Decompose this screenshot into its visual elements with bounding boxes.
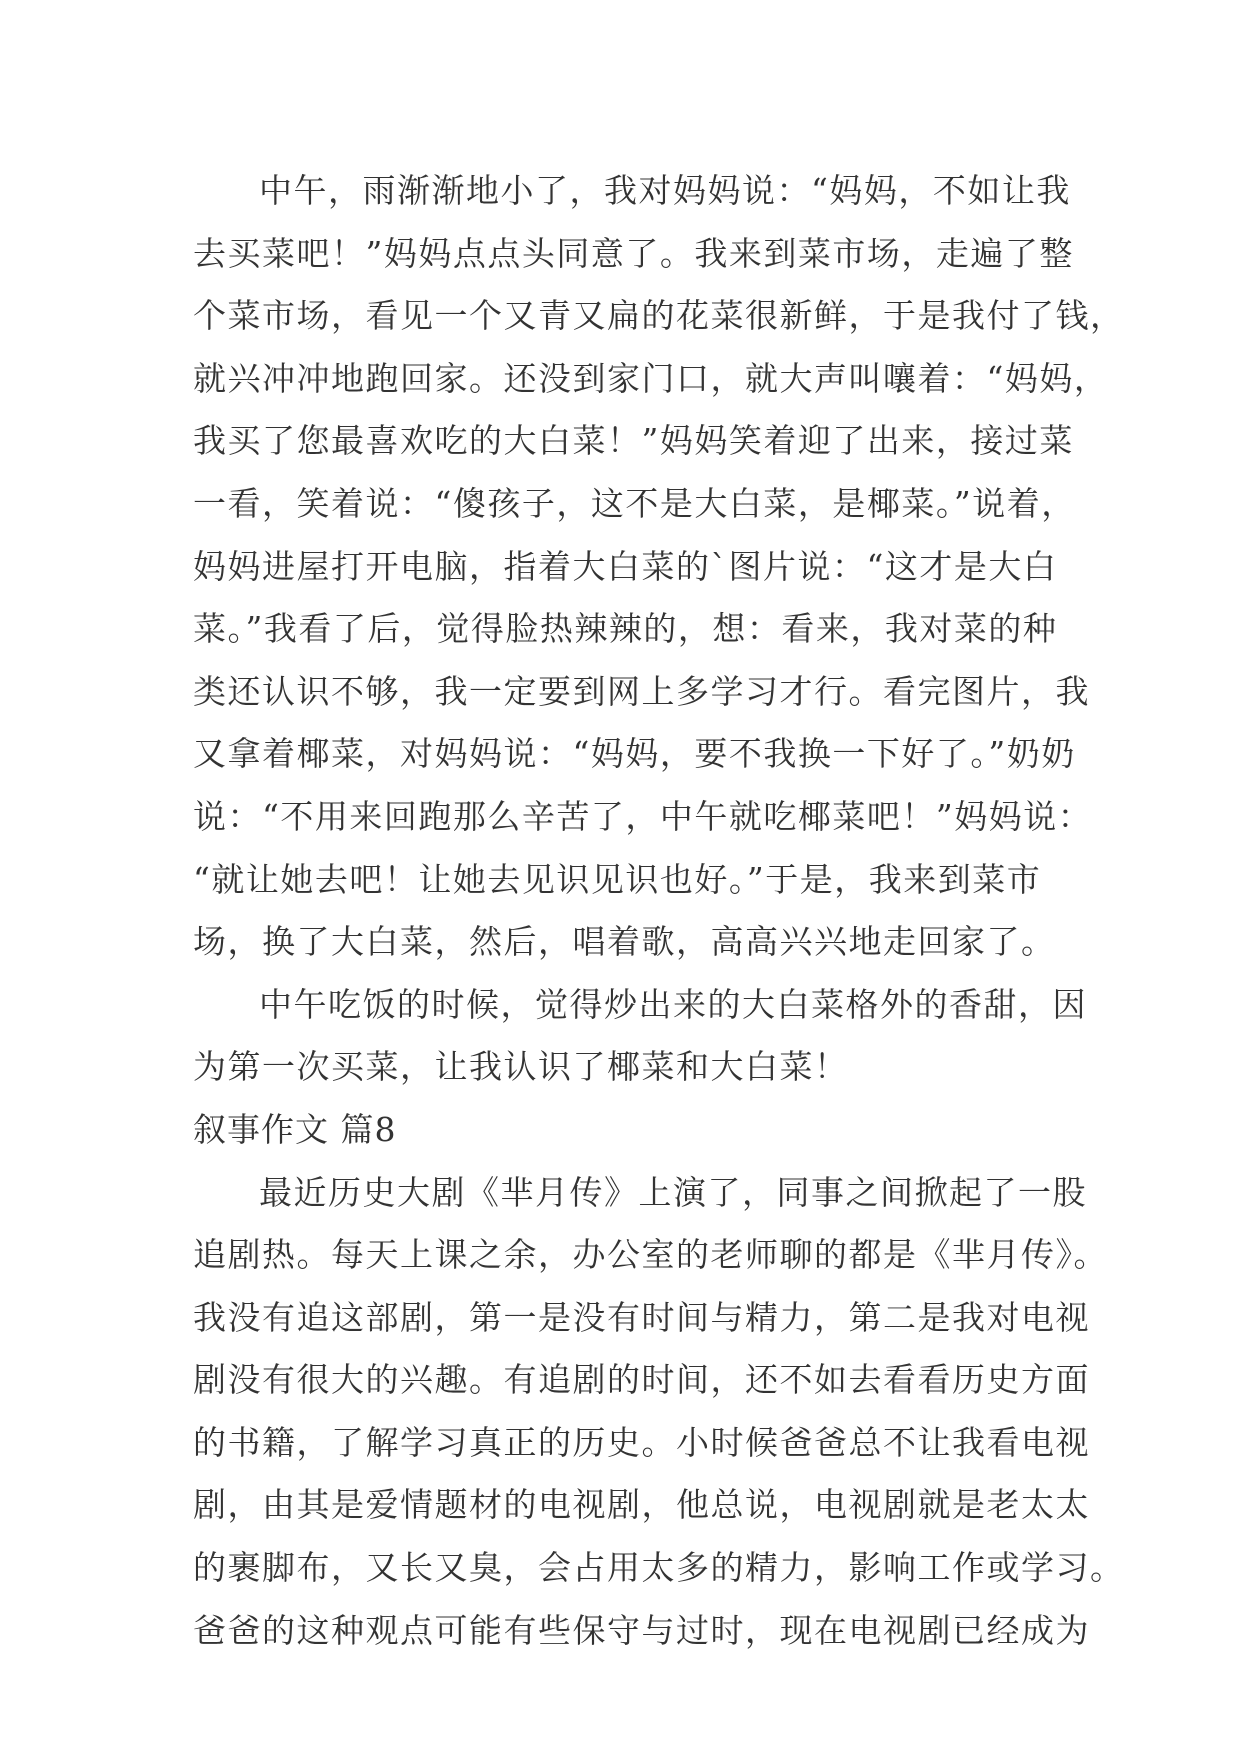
text-line: 去买菜吧！”妈妈点点头同意了。我来到菜市场，走遍了整 [193, 233, 1074, 273]
text-line: “就让她去吧！让她去见识见识也好。”于是，我来到菜市 [193, 859, 1042, 899]
text-line: 中午，雨渐渐地小了，我对妈妈说：“妈妈，不如让我 [259, 171, 1071, 210]
text-line: 就兴冲冲地跑回家。还没到家门口，就大声叫嚷着：“妈妈， [193, 358, 1109, 398]
text-line: 爸爸的这种观点可能有些保守与过时，现在电视剧已经成为 [193, 1610, 1090, 1650]
text-line: 类还认识不够，我一定要到网上多学习才行。看完图片，我 [193, 671, 1090, 711]
text-line: 中午吃饭的时候，觉得炒出来的大白菜格外的香甜，因 [259, 984, 1087, 1024]
text-line: 菜。”我看了后，觉得脸热辣辣的，想：看来，我对菜的种 [193, 609, 1058, 649]
paragraph [193, 1162, 1125, 1663]
paragraph [193, 160, 1125, 974]
text-line: 最近历史大剧《芈月传》上演了，同事之间掀起了一股 [259, 1172, 1087, 1212]
text-line: 为第一次买菜，让我认识了椰菜和大白菜！ [193, 1047, 849, 1087]
text-line: 一看，笑着说：“傻孩子，这不是大白菜，是椰菜。”说着， [193, 483, 1076, 523]
text-line: 我买了您最喜欢吃的大白菜！”妈妈笑着迎了出来，接过菜 [193, 421, 1074, 461]
text-line: 场，换了大白菜，然后，唱着歌，高高兴兴地走回家了。 [193, 922, 1056, 962]
heading-text: 叙事作文 篇8 [193, 1109, 397, 1149]
paragraph [193, 974, 1087, 1099]
text-line: 追剧热。每天上课之余，办公室的老师聊的都是《芈月传》。 [193, 1235, 1108, 1275]
text-line: 的裹脚布，又长又臭，会占用太多的精力，影响工作或学习。 [193, 1548, 1125, 1588]
text-line: 个菜市场，看见一个又青又扁的花菜很新鲜，于是我付了钱， [193, 296, 1125, 336]
text-line: 剧，由其是爱情题材的电视剧，他总说，电视剧就是老太太 [193, 1485, 1090, 1525]
text-line: 又拿着椰菜，对妈妈说：“妈妈，要不我换一下好了。”奶奶 [193, 734, 1076, 774]
text-line: 妈妈进屋打开电脑，指着大白菜的`图片说：“这才是大白 [193, 546, 1058, 586]
text-line: 我没有追这部剧，第一是没有时间与精力，第二是我对电视 [193, 1297, 1090, 1337]
section-heading [193, 1099, 1073, 1162]
text-line: 说：“不用来回跑那么辛苦了，中午就吃椰菜吧！”妈妈说： [193, 796, 1093, 836]
text-line: 剧没有很大的兴趣。有追剧的时间，还不如去看看历史方面 [193, 1360, 1090, 1400]
document-body [193, 160, 1125, 1662]
text-line: 的书籍，了解学习真正的历史。小时候爸爸总不让我看电视 [193, 1422, 1090, 1462]
